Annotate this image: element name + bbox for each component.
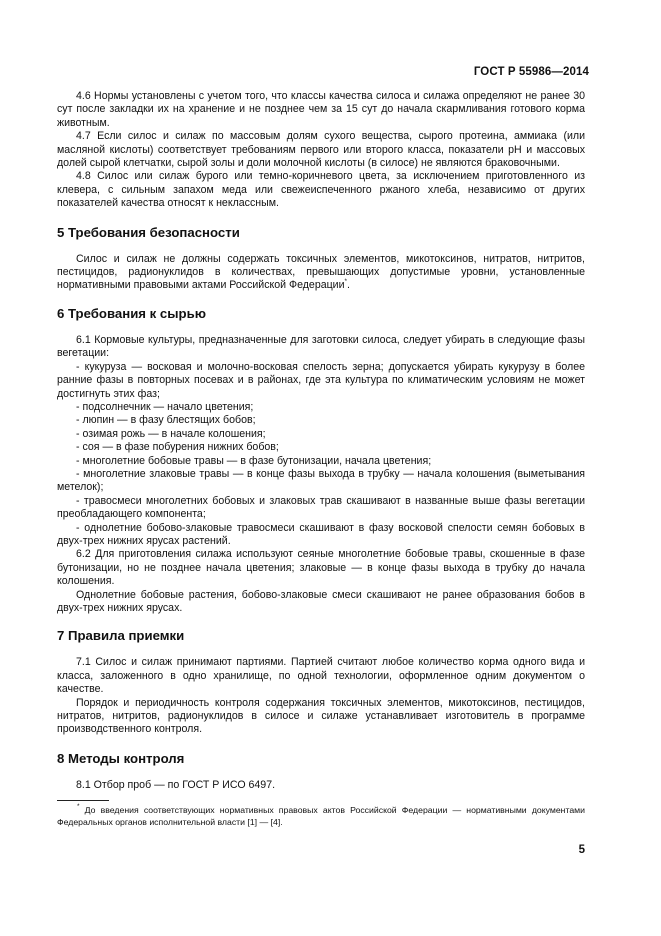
paragraph-7-1b: Порядок и периодичность контроля содержания токсичных элементов, микотоксинов, пестицидов, нитратов, нитритов, радионуклидов в силосе и силаже устанавливает изготовитель в программе производственного контроля. xyxy=(57,696,585,736)
section-8-title: 8 Методы контроля xyxy=(57,750,185,766)
list-item: - соя — в фазе побурения нижних бобов; xyxy=(76,441,279,454)
paragraph-5-1 xyxy=(57,253,585,293)
paragraph-4-7: 4.7 Если силос и силаж по массовым долям сухого вещества, сырого протеина, аммиака (или масляной кислоты) соответствует требованиям первого или второго класса, показатели pH и массовых долей сырой клетчатки, сырой золы и доли молочной кислоты (в силосе) не являются браковочными. xyxy=(57,130,585,170)
paragraph-8-1: 8.1 Отбор проб — по ГОСТ Р ИСО 6497. xyxy=(76,778,276,791)
section-5-title: 5 Требования безопасности xyxy=(57,224,240,240)
page-content xyxy=(57,90,585,792)
footnote-mark: * xyxy=(77,803,80,810)
paragraph-4-8: 4.8 Силос или силаж бурого или темно-коричневого цвета, за исключением приготовленного из клевера, с сильным запахом меда или свежеиспеченного ржаного хлеба, независимо от других показателей качества относят к неклассным. xyxy=(57,170,585,210)
paragraph-5-1-end: . xyxy=(347,279,350,292)
paragraph-4-6: 4.6 Нормы установлены с учетом того, что классы качества силоса и силажа определяют не ранее 30 сут после закладки их на хранение и не позднее чем за 15 сут до начала скармливания готового корма животным. xyxy=(57,90,585,129)
list-item: - многолетние злаковые травы — в конце фазы выхода в трубку — начала колошения (выметывания метелок); xyxy=(57,467,585,494)
page-number: 5 xyxy=(578,844,585,856)
footnote xyxy=(57,805,585,828)
list-item: - однолетние бобово-злаковые травосмеси скашивают в фазу восковой спелости семян бобовых в двух-трех нижних ярусах растений. xyxy=(57,521,585,547)
list-item: - травосмеси многолетних бобовых и злаковых трав скашивают в названные выше фазы вегетации преобладающего компонента; xyxy=(57,494,585,521)
document-header: ГОСТ Р 55986—2014 xyxy=(473,66,589,78)
footnote-text: До введения соответствующих нормативных правовых актов Российской Федерации — нормативными документами Федеральных органов исполнительной власти [1] — [4]. xyxy=(57,805,585,827)
paragraph-5-1-text: Силос и силаж не должны содержать токсичных элементов, микотоксинов, нитратов, нитритов, пестицидов, радионуклидов в количествах, превышающих допустимые уровни, установленные нормативными правовыми актами Российской Федерации xyxy=(57,252,585,292)
paragraph-7-1: 7.1 Силос и силаж принимают партиями. Партией считают любое количество корма одного вида и класса, заложенного в одно хранилище, по одной технологии, оформленное одним документом о качестве. xyxy=(57,656,585,696)
paragraph-6-1: 6.1 Кормовые культуры, предназначенные для заготовки силоса, следует убирать в следующие фазы вегетации: xyxy=(57,333,585,360)
footnote-divider xyxy=(57,800,109,801)
paragraph-6-2: 6.2 Для приготовления силажа используют сеяные многолетние бобовые травы, скошенные в фазе бутонизации, но не позднее начала цветения; злаковые — в конце фазы выхода в трубку до начала колошения. xyxy=(57,548,585,588)
footnote-reference-mark: * xyxy=(344,278,348,286)
list-item: - люпин — в фазу блестящих бобов; xyxy=(76,414,256,427)
section-7-title: 7 Правила приемки xyxy=(57,628,185,644)
list-item: - кукуруза — восковая и молочно-восковая спелость зерна; допускается убирать кукурузу в более ранние фазы в повторных посевах и в районах, где эта культура по климатическим условиям не может достигнуть этих фаз; xyxy=(57,360,585,400)
list-item: - подсолнечник — начало цветения; xyxy=(76,400,254,413)
list-item: - озимая рожь — в начале колошения; xyxy=(76,427,266,440)
section-6-title: 6 Требования к сырью xyxy=(57,305,206,321)
list-item: - многолетние бобовые травы — в фазе бутонизации, начала цветения; xyxy=(76,454,432,467)
paragraph-6-2b: Однолетние бобовые растения, бобово-злаковые смеси скашивают не ранее образования бобов в двух-трех нижних ярусах. xyxy=(57,588,585,614)
